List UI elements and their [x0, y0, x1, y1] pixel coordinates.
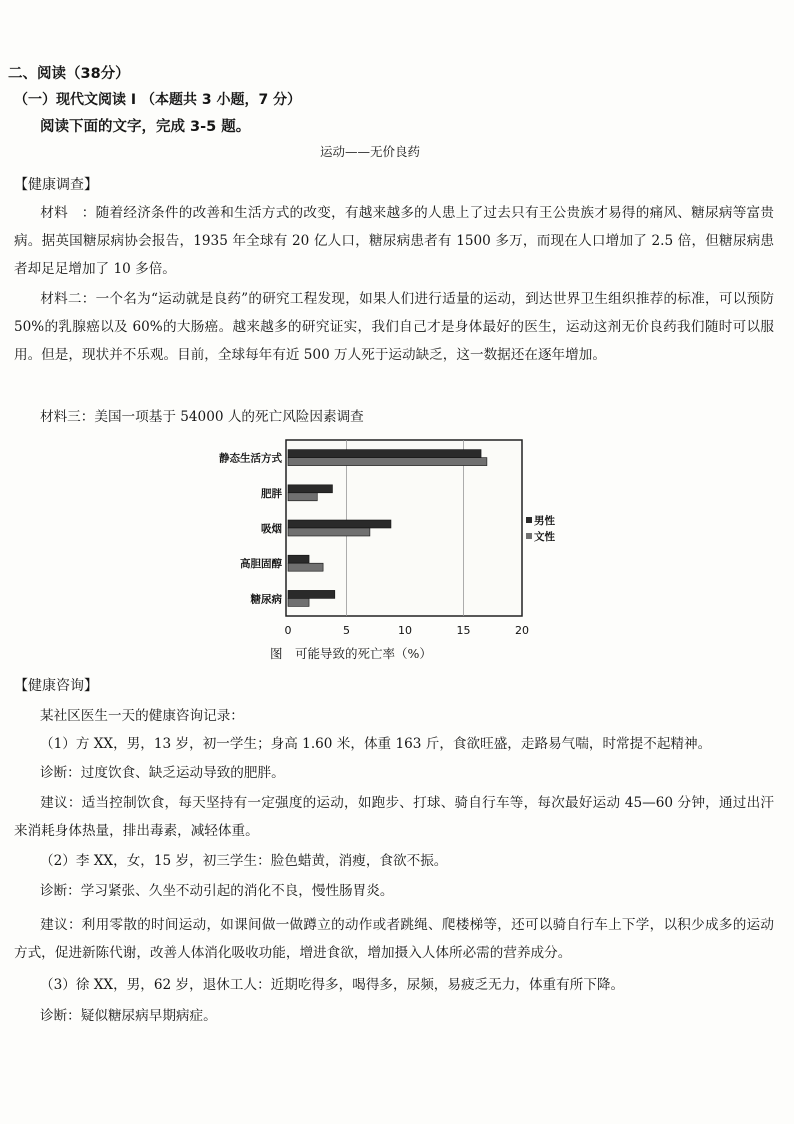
case-2	[14, 847, 774, 875]
bar-female-0	[288, 458, 487, 466]
category-label: 肥胖	[261, 487, 282, 500]
chart-caption: 图 可能导致的死亡率（%）	[270, 646, 432, 661]
advice-1	[14, 789, 774, 845]
legend-label: 文性	[534, 531, 555, 543]
legend-swatch	[526, 517, 532, 523]
category-label: 高胆固醇	[240, 558, 282, 571]
material-1	[14, 199, 774, 283]
bar-female-4	[288, 598, 309, 606]
survey-heading: 【健康调查】	[14, 177, 98, 193]
article-title: 运动——无价良药	[319, 144, 420, 159]
diagnosis-2-text: 诊断：学习紧张、久坐不动引起的消化不良，慢性肠胃炎。	[40, 883, 394, 899]
bar-female-1	[288, 493, 317, 501]
diagnosis-1	[14, 759, 774, 787]
category-label: 静态生活方式	[219, 452, 282, 465]
x-tick-label: 0	[284, 624, 292, 637]
subsection-title: （一）现代文阅读 I （本题共 3 小题，7 分）	[14, 92, 302, 108]
case-3-text: （3）徐 XX，男，62 岁，退休工人：近期吃得多，喝得多，尿频，易疲乏无力，体重有所下降。	[40, 977, 625, 993]
case-1-text: （1）方 XX，男，13 岁，初一学生；身高 1.60 米，体重 163 斤，食欲旺盛，走路易气喘，时常提不起精神。	[40, 736, 712, 752]
diagnosis-3	[14, 1002, 774, 1030]
x-tick-label: 10	[398, 624, 412, 637]
advice-1-text: 建议：适当控制饮食，每天坚持有一定强度的运动，如跑步、打球、骑自行车等，每次最好运动 45—60 分钟，通过出汗来消耗身体热量，排出毒素，减轻体重。	[14, 795, 774, 839]
bar-female-2	[288, 528, 370, 536]
legend-label: 男性	[534, 515, 555, 527]
material-3	[14, 403, 774, 431]
section-title: 二、阅读（38分）	[8, 66, 130, 82]
case-1	[14, 730, 774, 758]
material-2-text: 材料二：一个名为“运动就是良药”的研究工程发现，如果人们进行适量的运动，到达世界卫生组织推荐的标准，可以预防 50%的乳腺癌以及 60%的大肠癌。越来越多的研究证实，我们自己才是身体最好的医生，运动这剂无价良药我们随时可以服用。但是，现状并不乐观。目前，全球每年有近 500 万人死于运动缺乏，这一数据还在逐年增加。	[14, 291, 774, 363]
diagnosis-3-text: 诊断：疑似糖尿病早期病症。	[40, 1008, 217, 1024]
case-2-text: （2）李 XX，女，15 岁，初三学生：脸色蜡黄，消瘦，食欲不振。	[40, 853, 448, 869]
x-tick-label: 15	[456, 624, 471, 637]
material-3-text: 材料三：美国一项基于 54000 人的死亡风险因素调查	[40, 409, 364, 425]
advice-2	[14, 911, 774, 967]
bar-male-1	[288, 485, 332, 493]
instruction: 阅读下面的文字，完成 3-5 题。	[40, 119, 251, 135]
consult-intro	[14, 702, 774, 730]
mortality-chart	[200, 432, 555, 662]
consult-intro-text: 某社区医生一天的健康咨询记录：	[40, 708, 244, 724]
advice-2-text: 建议：利用零散的时间运动，如课间做一做蹲立的动作或者跳绳、爬楼梯等，还可以骑自行车上下学，以积少成多的运动方式，促进新陈代谢，改善人体消化吸收功能，增进食欲，增加摄入人体所必需的营养成分。	[14, 917, 774, 961]
bar-male-4	[288, 590, 335, 598]
material-2	[14, 285, 774, 369]
bar-female-3	[288, 563, 323, 571]
x-tick-label: 20	[515, 624, 529, 637]
diagnosis-1-text: 诊断：过度饮食、缺乏运动导致的肥胖。	[40, 765, 285, 781]
material-1-text: 材料 ：随着经济条件的改善和生活方式的改变，有越来越多的人患上了过去只有王公贵族才易得的痛风、糖尿病等富贵病。据英国糖尿病协会报告，1935 年全球有 20 亿人口，糖尿病患者有 1500 多万，而现在人口增加了 2.5 倍，但糖尿病患者却足足增加了 10 多倍。	[14, 205, 774, 277]
consult-heading: 【健康咨询】	[14, 678, 98, 694]
category-label: 糖尿病	[250, 593, 282, 606]
case-3	[14, 971, 774, 999]
category-label: 吸烟	[261, 523, 282, 535]
bar-male-0	[288, 450, 481, 458]
legend-swatch	[526, 533, 532, 539]
mortality-chart-svg	[200, 432, 555, 642]
bar-male-2	[288, 520, 391, 528]
diagnosis-2	[14, 877, 774, 905]
x-tick-label: 5	[343, 624, 350, 637]
bar-male-3	[288, 555, 309, 563]
